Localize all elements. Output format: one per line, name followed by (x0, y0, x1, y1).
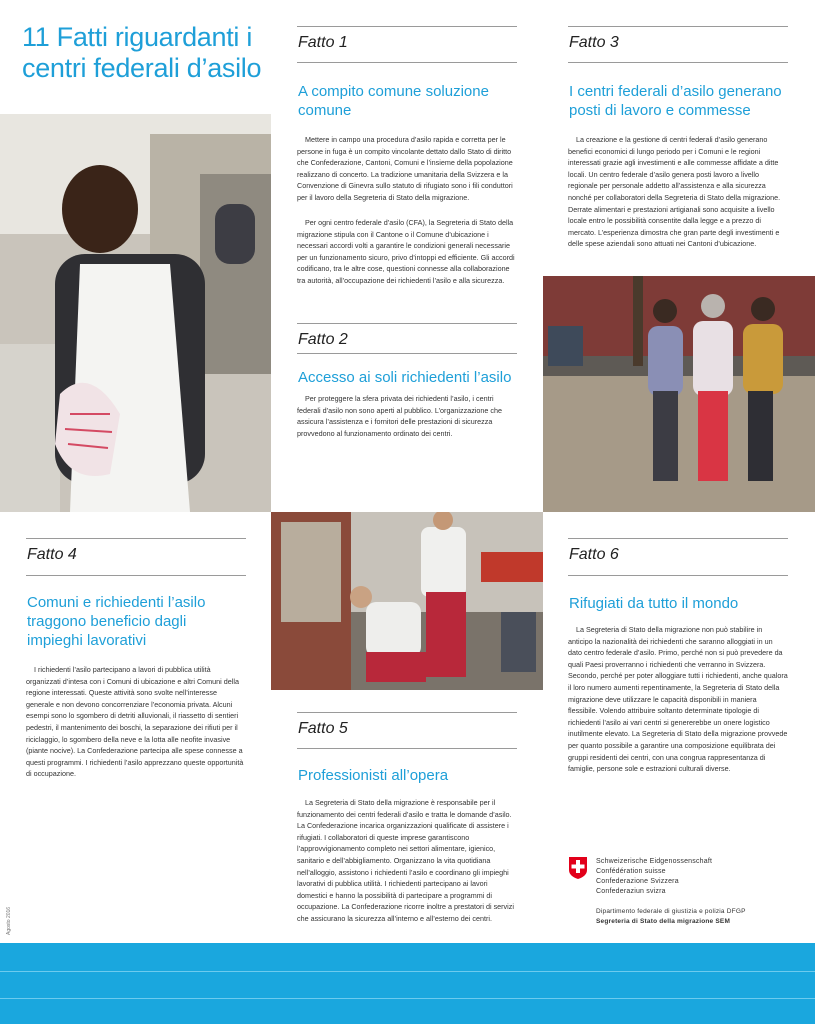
fatto2-heading: Accesso ai soli richiedenti l’asilo (298, 369, 512, 386)
swiss-cross-icon (568, 856, 588, 880)
fatto3-heading: I centri federali d’asilo generano posti di lavoro e commesse (569, 83, 782, 119)
fatto1-label: Fatto 1 (298, 34, 348, 51)
fatto2-paragraph-1: Per proteggere la sfera privata dei richiedenti l’asilo, i centri federali d’asilo non sono aperti al pubblico. L’organizzazione che assicura l’assistenza e i fornitori delle prestazioni di sicurezza provvedono al funzionamento ordinato dei centri. (297, 394, 502, 438)
fatto2-label: Fatto 2 (298, 331, 348, 348)
page-title: 11 Fatti riguardanti i centri federali d’asilo (22, 22, 262, 83)
band-divider (0, 971, 815, 972)
fatto1-paragraph-2: Per ogni centro federale d’asilo (CFA), la Segreteria di Stato della migrazione stipula con il Cantone o il Comune d’ubicazione i necessari accordi volti a garantire le condizioni generali necessarie per un funzionamento sicuro, privo d’intoppi ed efficiente. Gli accordi codificano, tra le altre cose, questioni connesse alla collaborazione tra autorità, all’occupazione dei richiedenti l’asilo e alla sicurezza. (297, 218, 515, 285)
bottom-color-band (0, 943, 815, 1024)
fatto4-heading: Comuni e richiedenti l’asilo traggono beneficio dagli impieghi lavorativi (27, 594, 206, 649)
photo-kitchen-worker (0, 114, 271, 512)
photo-workers (271, 512, 543, 690)
fatto5-heading: Professionisti all’opera (298, 767, 449, 784)
photo-women-walking (543, 276, 815, 512)
fatto5-paragraph-1: La Segreteria di Stato della migrazione è responsabile per il funzionamento dei centri federali d’asilo e tratta le domande d’asilo. La Confederazione incarica organizzazioni qualificate di assistere i rifugiati. I collaboratori di queste imprese garantiscono l’approvvigionamento completo nei settori alimentare, igienico, sanitario e dell’abbigliamento. Organizzano la vita quotidiana nell’alloggio, assistono i richiedenti l’asilo e coordinano gli impieghi lavorativi di pubblica utilità. I richiedenti partecipano ai lavori domestici e hanno la possibilità di partecipare a programmi di occupazione. La Confederazione ricorre inoltre a prestatori di servizi che assicurano la sicurezza all’interno e all’esterno dei centri. (297, 798, 514, 923)
department-name: Dipartimento federale di giustizia e polizia DFGP (596, 908, 746, 915)
fatto3-label: Fatto 3 (569, 34, 619, 51)
confederation-name-it: Confederazione Svizzera (596, 878, 679, 885)
confederation-name-fr: Confédération suisse (596, 868, 666, 875)
fatto1-heading: A compito comune soluzione comune (298, 83, 489, 119)
fatto6-heading: Rifugiati da tutto il mondo (569, 595, 739, 612)
fatto3-paragraph-1: La creazione e la gestione di centri federali d’asilo generano benefici economici di lungo periodo per i Comuni e le regioni interessati grazie agli investimenti e alle commesse affidate a ditte locali. Un centro federale d’asilo genera posti lavoro a livello regionale per personale addetto all’assistenza e alla sicurezza nonché per collaboratori della Segreteria di Stato della migrazione. Derrate alimentari e prestazioni artigianali sono acquisite a livello locale entro le possibilità consentite dalla legge e a prezzo di mercato. L’esperienza dimostra che gran parte degli investimenti e delle spese aziendali sono attuati nei Cantoni d’ubicazione. (568, 135, 781, 249)
fatto4-label: Fatto 4 (27, 546, 77, 563)
fatto6-paragraph-1: La Segreteria di Stato della migrazione non può stabilire in anticipo la nazionalità dei richiedenti che saranno alloggiati in un dato centro federale d’asilo. Primo, perché non si può prevedere da quali Paesi proverranno i richiedenti che verranno in Svizzera. Secondo, perché per poter alloggiare tutti i richiedenti, anche qualora il loro numero aumenti repentinamente, la Segreteria di Stato della migrazione deve utilizzare le capacità disponibili in maniera flessibile. Volendo attribuire soltanto determinate tipologie di richiedenti l’asilo ai vari centri si genererebbe un onere logistico inutilmente elevato. La Segreteria di Stato della migrazione provvede per quanto possibile a garantire una composizione equilibrata dei gruppi residenti dei centri, con una congrua rappresentanza di famiglie, persone sole e estrazioni culturali diverse. (568, 625, 788, 774)
band-divider (0, 998, 815, 999)
publication-date: Agosto 2016 (6, 906, 12, 935)
confederation-name-rm: Confederaziun svizra (596, 888, 666, 895)
fatto6-label: Fatto 6 (569, 546, 619, 563)
sem-name: Segreteria di Stato della migrazione SEM (596, 918, 731, 925)
fatto4-paragraph-1: I richiedenti l’asilo partecipano a lavori di pubblica utilità organizzati d’intesa con i Comuni di ubicazione e altri Comuni della regione interessati. Queste attività sono svolte nell’interesse generale e non devono concorrenziare l’economia privata. Alcuni esempi sono lo sgombero di detriti alluvionali, il riassetto di sentieri pedestri, il mantenimento dei boschi, la separazione dei rifiuti per il riciclaggio, lo sgombero della neve e la lotta alle neofite invasive (piante nocive). La Confederazione partecipa alle spese connesse a questi programmi. I richiedenti l’asilo apprezzano queste opportunità di occupazione. (26, 665, 244, 779)
fatto1-paragraph-1: Mettere in campo una procedura d’asilo rapida e corretta per le persone in fuga è un compito vincolante dettato dallo Stato di diritto che Confederazione, Cantoni, Comuni e l’insieme della popolazione realizzano di concerto. La tradizione umanitaria della Svizzera e la Convenzione di Ginevra sullo statuto di rifugiato sono i fili conduttori per il lavoro della Segreteria di Stato della migrazione. (297, 135, 513, 202)
fatto5-label: Fatto 5 (298, 720, 348, 737)
confederation-name-de: Schweizerische Eidgenossenschaft (596, 858, 713, 865)
